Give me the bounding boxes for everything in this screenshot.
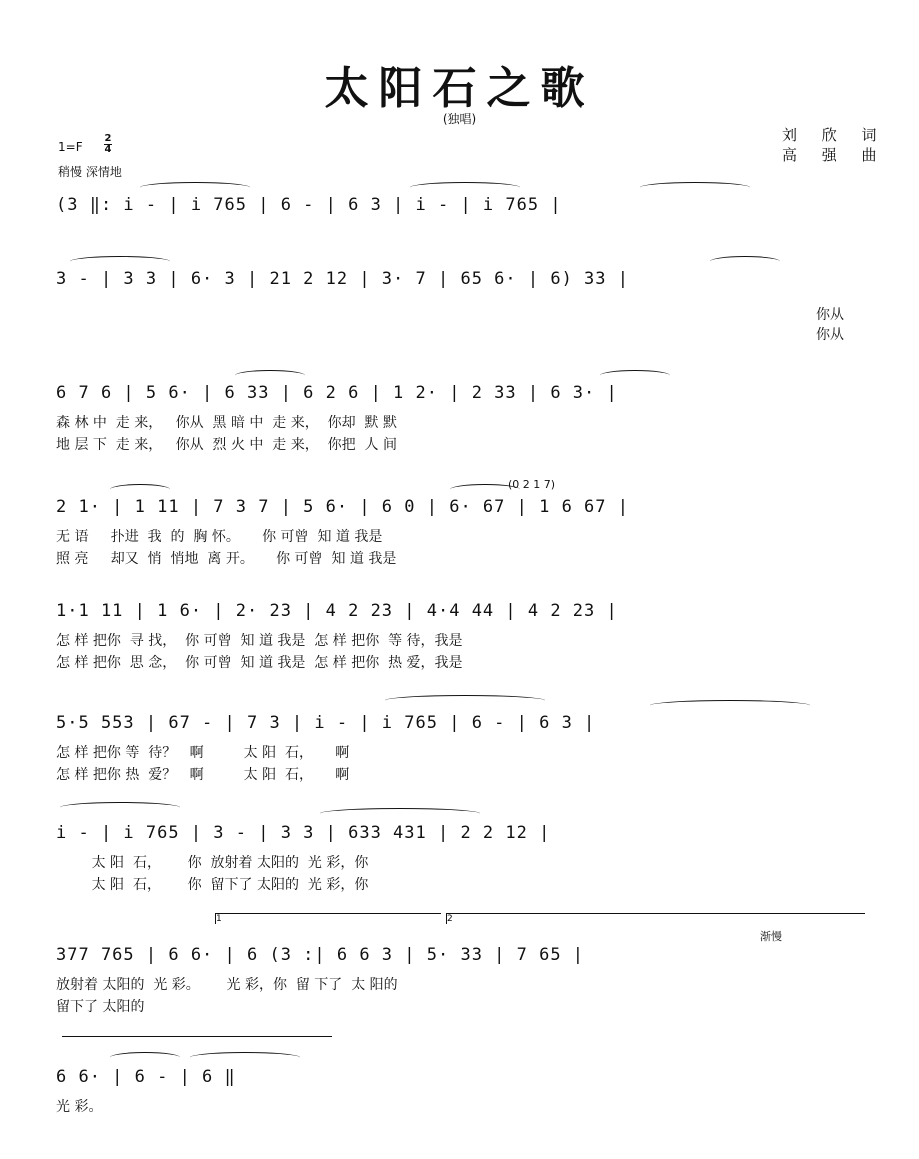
volta-2-label: 2	[447, 914, 453, 924]
time-top: 2	[104, 133, 112, 144]
slur	[410, 182, 520, 193]
notation-line: 3 - | 3 3 | 6· 3 | 21 2 12 | 3· 7 | 65 6· | 6) 33 |	[56, 269, 629, 289]
volta-1	[215, 913, 441, 924]
slur	[190, 1052, 300, 1063]
song-subtitle: (独唱)	[442, 112, 477, 126]
lyrics-verse-1: 怎 样 把你 等 待？ 啊 太 阳 石， 啊	[56, 745, 350, 761]
slur	[235, 370, 305, 381]
lyrics-verse-1: 无 语 扑进 我 的 胸 怀。 你 可曾 知 道 我是	[56, 529, 383, 545]
notation-line: 6 6· | 6 - | 6 ‖	[56, 1067, 236, 1087]
notation-line: 377 765 | 6 6· | 6 (3 :| 6 6 3 | 5· 33 | 7 65 |	[56, 945, 585, 965]
ritardando-marking: 渐慢	[760, 930, 782, 943]
lyrics-verse-1: 太 阳 石， 你 放射着 太阳的 光 彩，你	[56, 855, 369, 871]
slur	[710, 256, 780, 267]
lyrics-verse-1: 森 林 中 走 来， 你从 黑 暗 中 走 来， 你却 默 默	[56, 415, 398, 431]
volta-1-label: 1	[216, 914, 222, 924]
lyrics-verse-2: 怎 样 把你 思 念， 你 可曾 知 道 我是 怎 样 把你 热 爱，我是	[56, 655, 463, 671]
song-title: 太阳石之歌	[324, 63, 595, 114]
time-bottom: 4	[104, 144, 112, 155]
volta-2	[446, 913, 865, 924]
slur	[320, 808, 480, 819]
rit-line	[62, 1036, 332, 1047]
slur	[70, 256, 170, 267]
slur	[140, 182, 250, 193]
slur	[385, 695, 545, 706]
notation-line: 2 1· | 1 11 | 7 3 7 | 5 6· | 6 0 | 6· 67 | 1 6 67 |	[56, 497, 629, 517]
lyrics-verse-2: 太 阳 石， 你 留下了 太阳的 光 彩，你	[56, 877, 369, 893]
lyrics-verse-1: 光 彩。	[56, 1099, 103, 1115]
grace-notes: (0 2 1 7)	[508, 478, 556, 491]
slur	[600, 370, 670, 381]
composer-credit: 高 强 曲	[782, 146, 887, 164]
slur	[650, 700, 810, 711]
notation-line: 6 7 6 | 5 6· | 6 33 | 6 2 6 | 1 2· | 2 33 | 6 3· |	[56, 383, 618, 403]
slur	[110, 484, 170, 495]
notation-line: 5·5 553 | 67 - | 7 3 | i - | i 765 | 6 - | 6 3 |	[56, 713, 596, 733]
lyrics-verse-1: 你从	[816, 307, 844, 323]
lyrics-verse-1: 怎 样 把你 寻 找， 你 可曾 知 道 我是 怎 样 把你 等 待，我是	[56, 633, 463, 649]
slur	[450, 484, 520, 495]
lyrics-verse-2: 地 层 下 走 来， 你从 烈 火 中 走 来， 你把 人 间	[56, 437, 398, 453]
tempo-marking: 稍慢 深情地	[58, 165, 122, 179]
notation-line: 1·1 11 | 1 6· | 2· 23 | 4 2 23 | 4·4 44 | 4 2 23 |	[56, 601, 618, 621]
slur	[640, 182, 750, 193]
lyrics-verse-2: 怎 样 把你 热 爱？ 啊 太 阳 石， 啊	[56, 767, 350, 783]
slur	[60, 802, 180, 813]
lyrics-verse-2: 留下了 太阳的	[56, 999, 145, 1015]
key-signature: 1=F	[58, 140, 83, 154]
time-signature	[104, 134, 112, 155]
slur	[110, 1052, 180, 1063]
lyrics-verse-2: 照 亮 却又 悄 悄地 离 开。 你 可曾 知 道 我是	[56, 551, 397, 567]
lyrics-verse-1: 放射着 太阳的 光 彩。 光 彩，你 留 下了 太 阳的	[56, 977, 398, 993]
lyrics-verse-2: 你从	[816, 327, 844, 343]
notation-line: (3 ‖: i - | i 765 | 6 - | 6 3 | i - | i 765 |	[56, 195, 562, 215]
notation-line: i - | i 765 | 3 - | 3 3 | 633 431 | 2 2 12 |	[56, 823, 551, 843]
lyricist-credit: 刘 欣 词	[782, 126, 887, 144]
